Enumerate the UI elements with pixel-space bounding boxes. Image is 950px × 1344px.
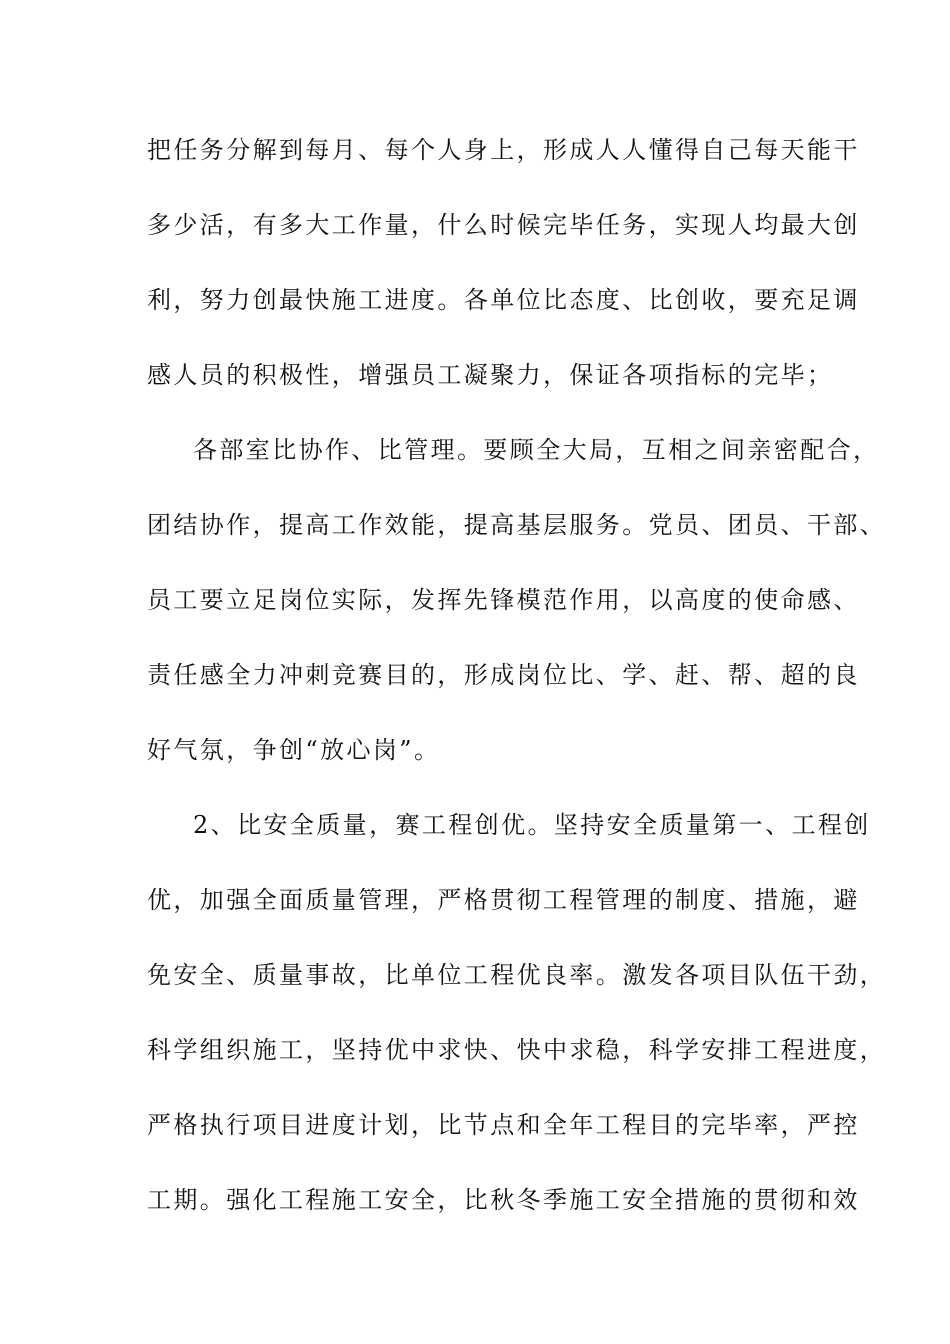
text-line: 感人员的积极性，增强员工凝聚力，保证各项指标的完毕； [147,361,834,389]
paragraph-start-line: 各部室比协作、比管理。要顾全大局，互相之间亲密配合， [193,436,880,464]
text-line: 免安全、质量事故，比单位工程优良率。激发各项目队伍干劲， [147,961,887,989]
text-line: 把任务分解到每月、每个人身上，形成人人懂得自己每天能干 [147,136,860,164]
text-line: 团结协作，提高工作效能，提高基层服务。党员、团员、干部、 [147,511,887,539]
text-line: 多少活，有多大工作量，什么时候完毕任务，实现人均最大创 [147,211,860,239]
body-text [147,124,887,1249]
text-line: 责任感全力冲刺竞赛目的，形成岗位比、学、赶、帮、超的良 [147,661,860,689]
text-line: 利，努力创最快施工进度。各单位比态度、比创收，要充足调 [147,286,860,314]
paragraph-start-line: 2、比安全质量，赛工程创优。坚持安全质量第一、工程创 [193,811,871,839]
text-line: 严格执行项目进度计划，比节点和全年工程目的完毕率，严控 [147,1111,860,1139]
text-line: 工期。强化工程施工安全，比秋冬季施工安全措施的贯彻和效 [147,1186,860,1214]
text-line: 优，加强全面质量管理，严格贯彻工程管理的制度、措施，避 [147,886,860,914]
text-line: 好气氛，争创“放心岗”。 [147,736,441,764]
text-line: 员工要立足岗位实际，发挥先锋模范作用，以高度的使命感、 [147,586,860,614]
text-line: 科学组织施工，坚持优中求快、快中求稳，科学安排工程进度， [147,1036,887,1064]
